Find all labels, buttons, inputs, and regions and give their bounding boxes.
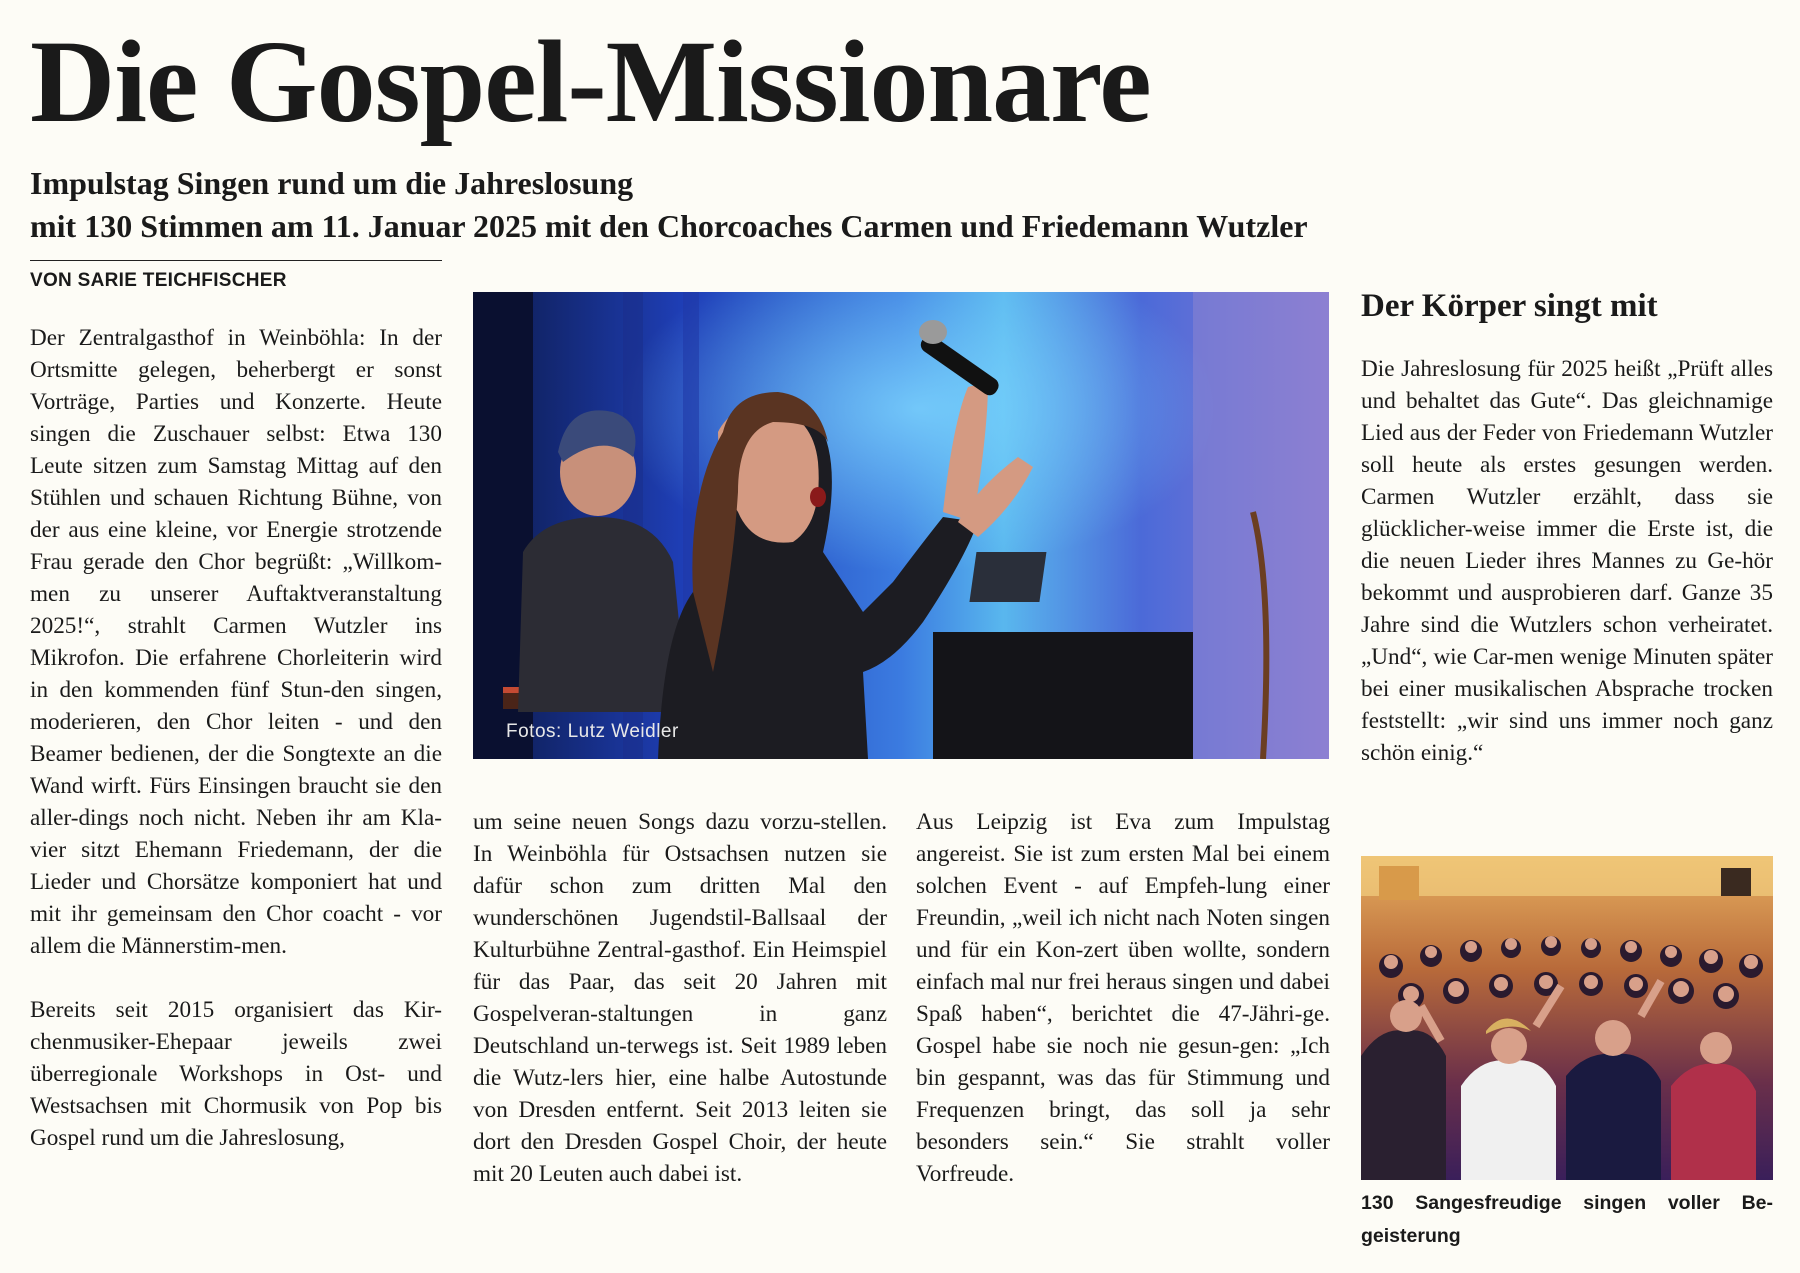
subheadline: [30, 162, 1530, 248]
body-column-3: [916, 806, 1330, 1190]
stage-photo-illustration: [473, 292, 1329, 759]
photo-credit: Fotos: Lutz Weidler: [506, 721, 679, 742]
subheadline-line-2: mit 130 Stimmen am 11. Januar 2025 mit den Chorcoaches Carmen und Friedemann Wutzler: [30, 208, 1308, 244]
main-photo: [473, 292, 1329, 759]
body-paragraph: Bereits seit 2015 organisiert das Kir-chenmusiker-Ehepaar jeweils zwei überregionale Workshops in Ost- und Westsachsen mit Chormusik von Pop bis Gospel rund um die Jahreslosung,: [30, 997, 442, 1151]
byline: VON SARIE TEICHFISCHER: [30, 260, 442, 292]
sidebar-paragraph: Die Jahreslosung für 2025 heißt „Prüft alles und behaltet das Gute“. Das gleichnamige Lied aus der Feder von Friedemann Wutzler soll heute als erstes gesungen werden. Carmen Wutzler erzählt, dass sie glücklicher-weise immer die Erste ist, die die neuen Lieder ihres Mannes zu Ge-hör bekommt und ausprobieren darf. Ganze 35 Jahre sind die Wutzlers schon verheiratet. „Und“, wie Car-men wenige Minuten später bei einer musikalischen Absprache trocken feststellt: „wir sind uns immer noch ganz schön einig.“: [1361, 356, 1773, 766]
headline: Die Gospel-Missionare: [30, 16, 1151, 147]
body-paragraph: Aus Leipzig ist Eva zum Impulstag angereist. Sie ist zum ersten Mal bei einem solchen Event - auf Empfeh-lung einer Freundin, „weil ich nicht nach Noten singen und für ein Kon-zert üben wollte, sondern einfach mal nur frei heraus singen und dabei Spaß haben“, berichtet die 47-Jähri-ge. Gospel habe sie noch nie gesun-gen: „Ich bin gespannt, was das für Stimmung und Frequenzen bringt, das soll ja sehr besonders sein.“ Sie strahlt voller Vorfreude.: [916, 809, 1330, 1187]
subheadline-line-1: Impulstag Singen rund um die Jahreslosung: [30, 165, 634, 201]
body-paragraph: Der Zentralgasthof in Weinböhla: In der Ortsmitte gelegen, beherbergt er sonst Vorträge, Parties und Konzerte. Heute singen die Zuschauer selbst: Etwa 130 Leute sitzen zum Samstag Mittag auf den Stühlen und schauen Richtung Bühne, von der aus eine kleine, vor Energie strotzende Frau gerade den Chor begrüßt: „Willkom-men zu unserer Auftaktveranstaltung 2025!“, strahlt Carmen Wutzler ins Mikrofon. Die erfahrene Chorleiterin wird in den kommenden fünf Stun-den singen, moderieren, den Chor leiten - und den Beamer bedienen, der die Songtexte an die Wand wirft. Fürs Einsingen braucht sie den aller-dings noch nicht. Neben ihr am Kla-vier sitzt Ehemann Friedemann, der die Lieder und Chorsätze komponiert hat und mit ihr gemeinsam den Chor coacht - vor allem die Männerstim-men.: [30, 325, 442, 959]
choir-photo: [1361, 856, 1773, 1180]
sidebar-heading: Der Körper singt mit: [1361, 288, 1658, 324]
choir-photo-illustration: [1361, 856, 1773, 1180]
body-paragraph: um seine neuen Songs dazu vorzu-stellen. In Weinböhla für Ostsachsen nutzen sie dafür schon zum dritten Mal den wunderschönen Jugendstil-Ballsaal der Kulturbühne Zentral-gasthof. Ein Heimspiel für das Paar, das seit 20 Jahren mit Gospelveran-staltungen in ganz Deutschland un-terwegs ist. Seit 1989 leben die Wutz-lers hier, eine halbe Autostunde von Dresden entfernt. Seit 2013 leiten sie dort den Dresden Gospel Choir, der heute mit 20 Leuten auch dabei ist.: [473, 809, 887, 1187]
sidebar-column: [1361, 353, 1773, 769]
body-column-2: [473, 806, 887, 1190]
photo-caption: 130 Sangesfreudige singen voller Be-geisterung: [1361, 1192, 1773, 1247]
body-column-1: [30, 322, 442, 1154]
